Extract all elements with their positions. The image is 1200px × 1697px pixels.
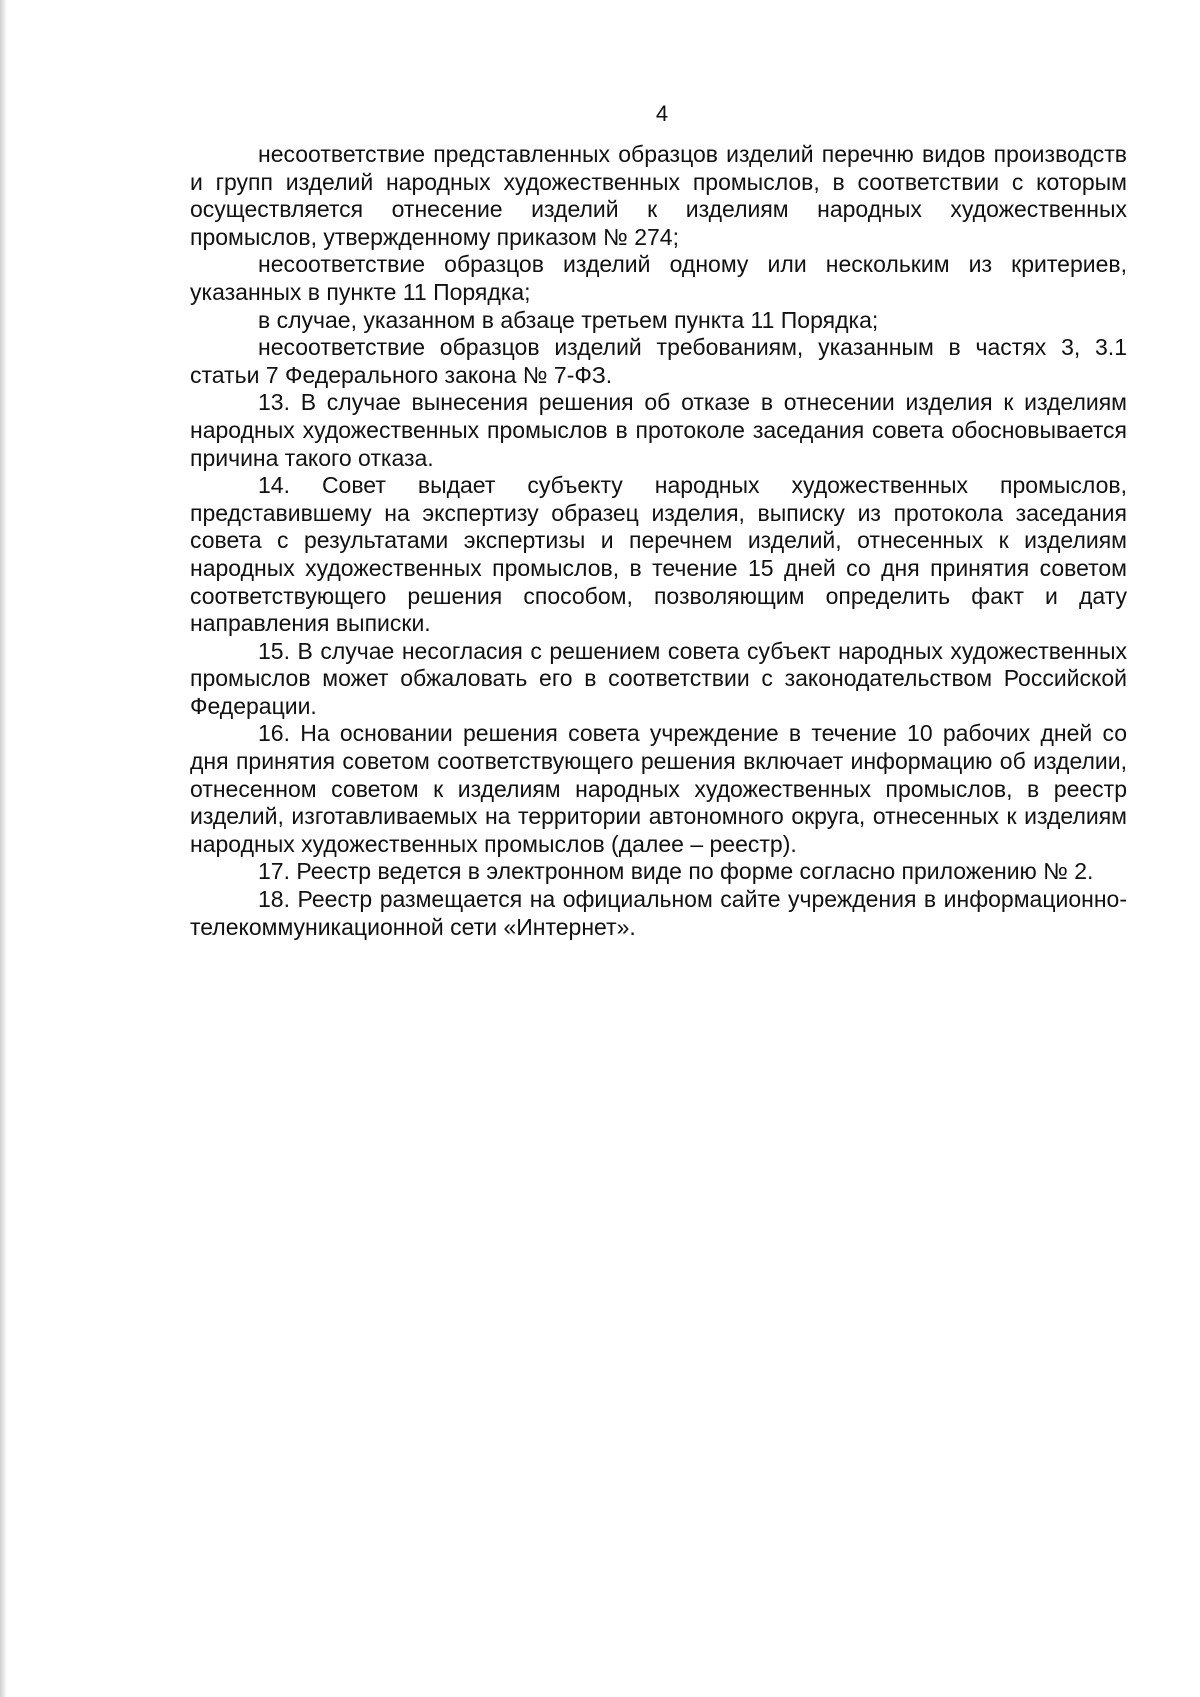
paragraph-mismatch-list: несоответствие представленных образцов изделий перечню видов производств и групп изделий народных художественных промыслов, в соответствии с которым осуществляется отнесение изделий к изделиям народных художественных промыслов, утвержденному приказом № 274; <box>190 141 1127 250</box>
paragraph-mismatch-requirements: несоответствие образцов изделий требованиям, указанным в частях 3, 3.1 статьи 7 Федерального закона № 7-ФЗ. <box>190 334 1127 388</box>
page-number: 4 <box>655 101 669 126</box>
document-body <box>190 141 1127 941</box>
paragraph-case-clause: в случае, указанном в абзаце третьем пункта 11 Порядка; <box>258 306 879 333</box>
paragraph-17: 17. Реестр ведется в электронном виде по форме согласно приложению № 2. <box>258 858 1094 885</box>
paragraph-16: 16. На основании решения совета учреждение в течение 10 рабочих дней со дня принятия советом соответствующего решения включает информацию об изделии, отнесенном советом к изделиям народных художественных промыслов, в реестр изделий, изготавливаемых на территории автономного округа, отнесенных к изделиям народных художественных промыслов (далее – реестр). <box>190 720 1127 857</box>
paragraph-mismatch-criteria: несоответствие образцов изделий одному или нескольким из критериев, указанных в пункте 11 Порядка; <box>190 251 1127 305</box>
paragraph-13: 13. В случае вынесения решения об отказе в отнесении изделия к изделиям народных художественных промыслов в протоколе заседания совета обосновывается причина такого отказа. <box>190 389 1127 471</box>
paragraph-14: 14. Совет выдает субъекту народных художественных промыслов, представившему на экспертизу образец изделия, выписку из протокола заседания совета с результатами экспертизы и перечнем изделий, отнесенных к изделиям народных художественных промыслов, в течение 15 дней со дня принятия советом соответствующего решения способом, позволяющим определить факт и дату направления выписки. <box>190 472 1127 637</box>
paragraph-15: 15. В случае несогласия с решением совета субъект народных художественных промыслов может обжаловать его в соответствии с законодательством Российской Федерации. <box>190 637 1127 719</box>
paragraph-18: 18. Реестр размещается на официальном сайте учреждения в информационно-телекоммуникационной сети «Интернет». <box>190 886 1127 940</box>
